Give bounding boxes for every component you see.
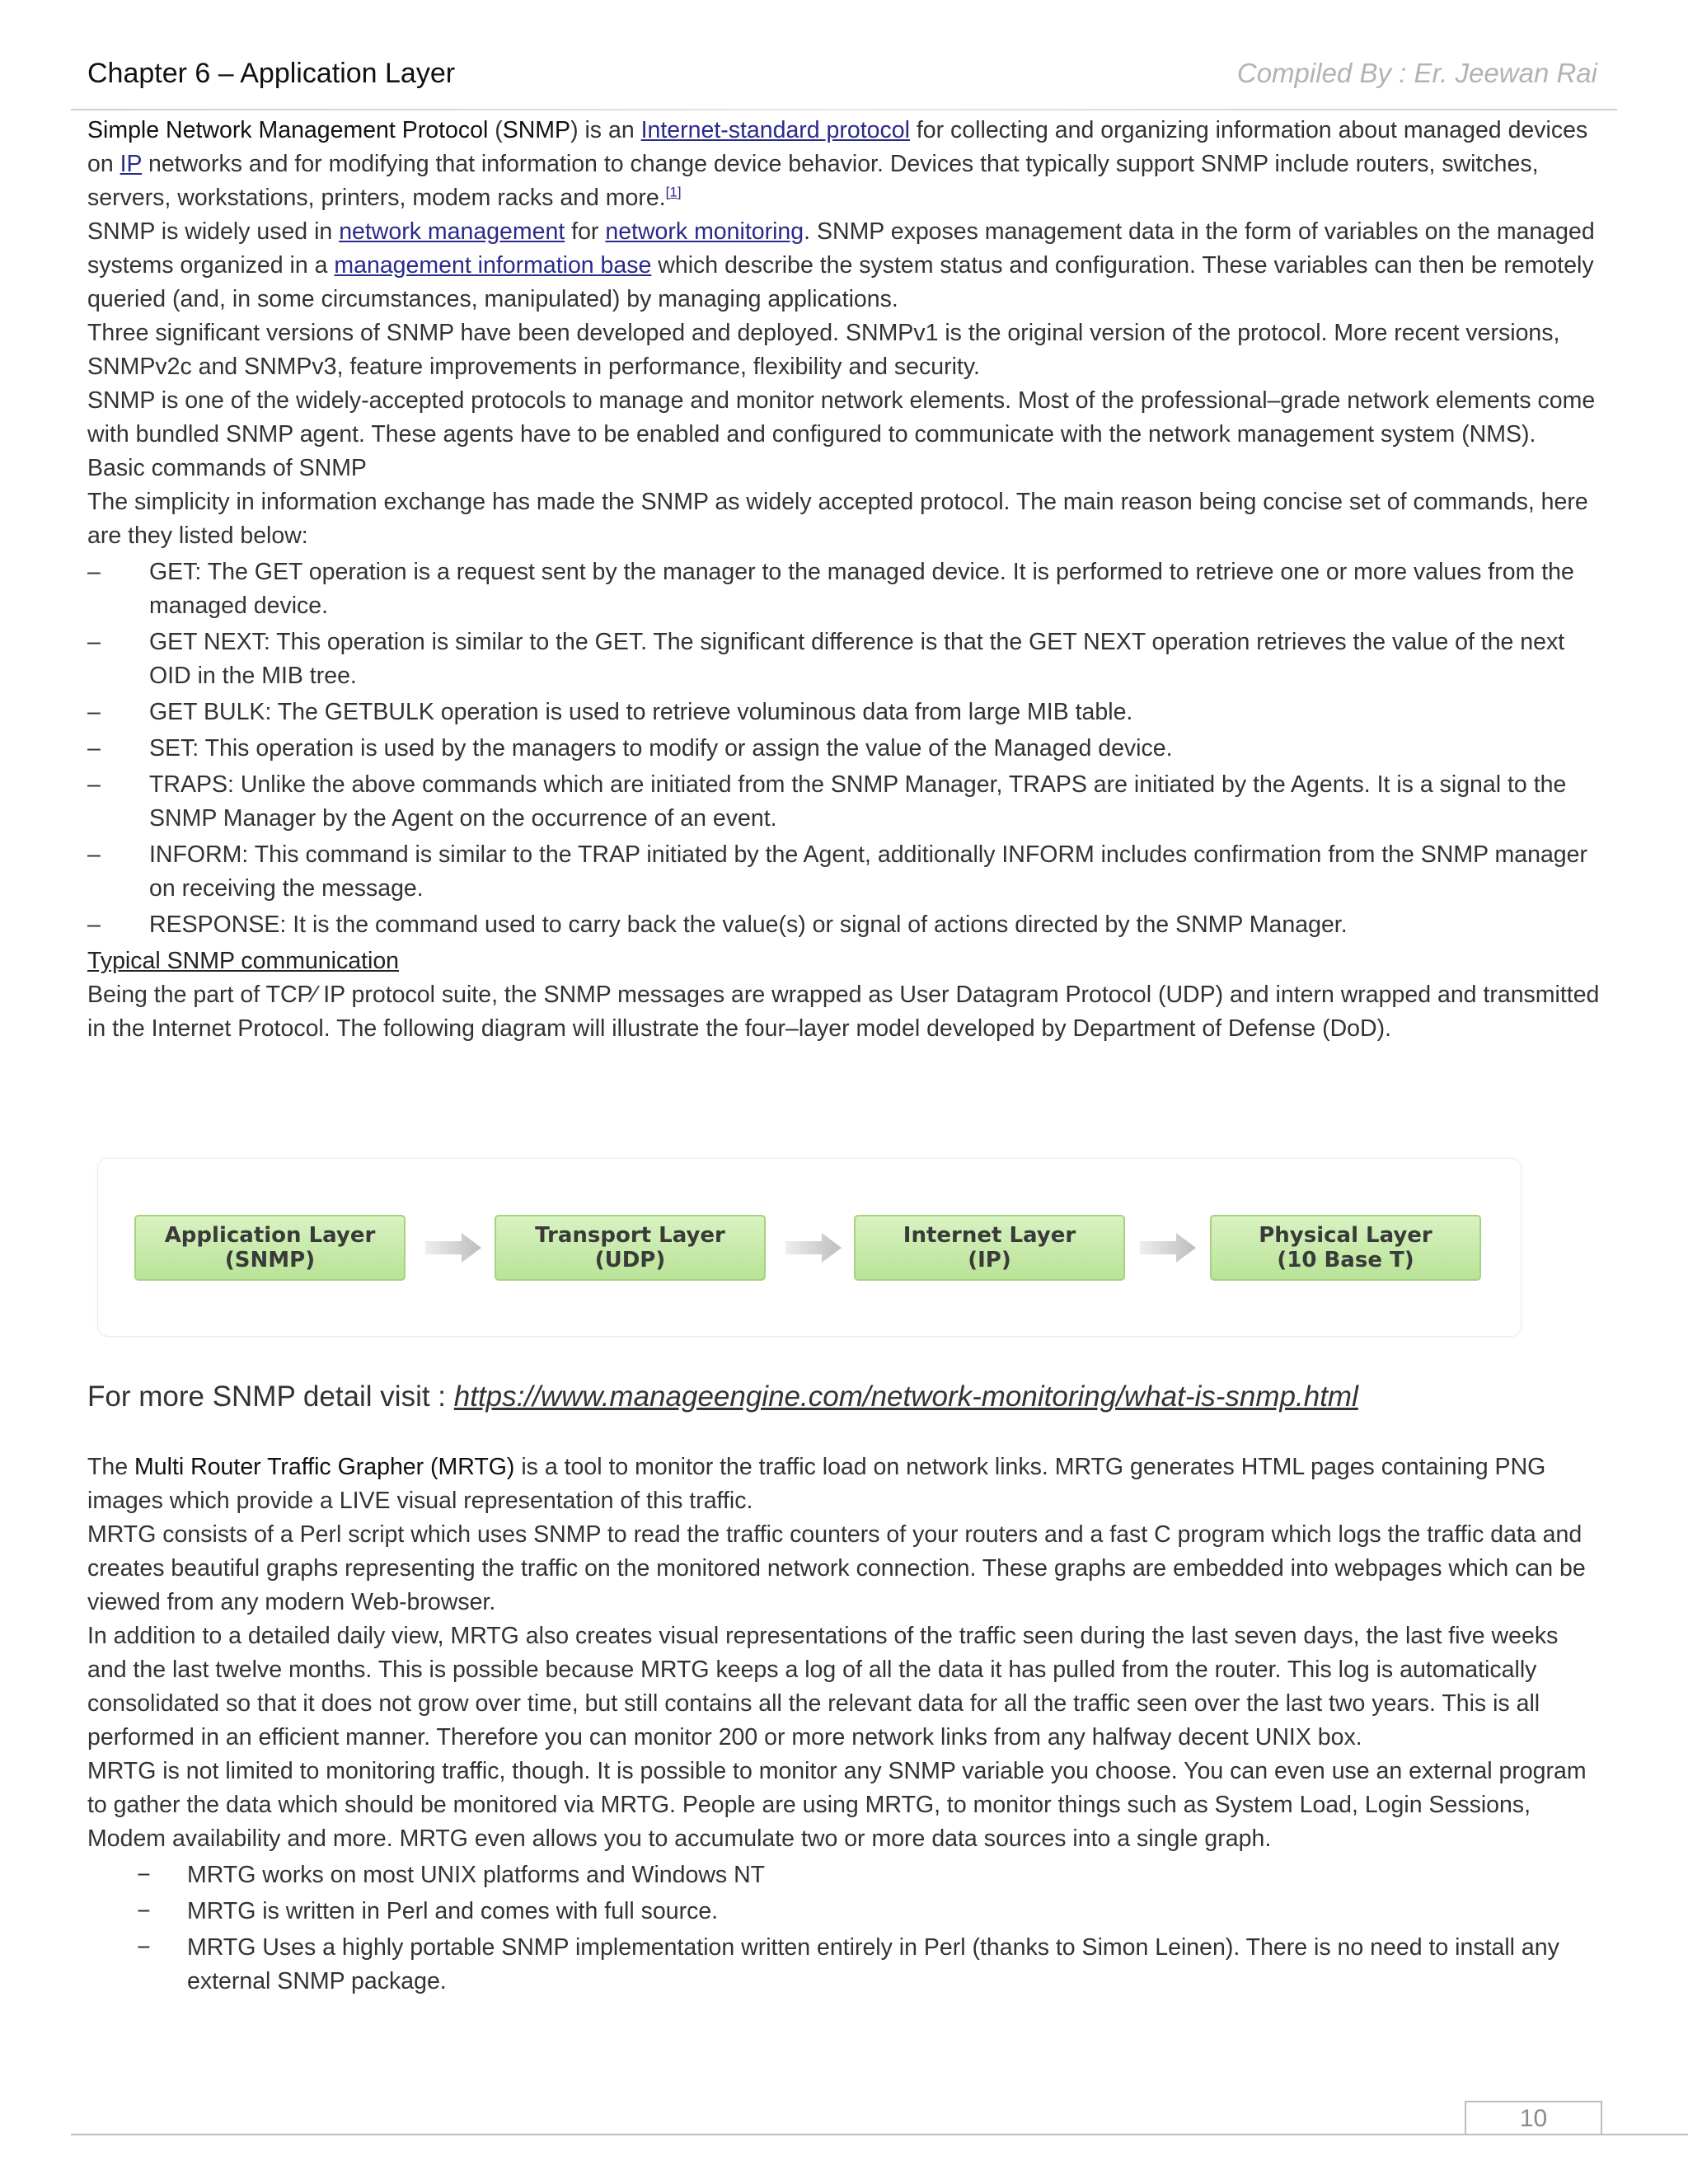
snmp-versions-paragraph: Three significant versions of SNMP have been developed and deployed. SNMPv1 is the original version of the protocol. More recent versions, SNMPv2c and SNMPv3, feature improvements in performance, flexibility and security. [87, 320, 1560, 380]
snmp-abbr: SNMP [502, 117, 571, 143]
page-number: 10 [1465, 2101, 1602, 2135]
mrtg-term: Multi Router Traffic Grapher (MRTG) [134, 1454, 515, 1480]
list-item: – SET: This operation is used by the managers to modify or assign the value of the Managed device. [87, 732, 1602, 766]
typical-communication-heading: Typical SNMP communication [87, 948, 400, 974]
physical-layer-box: Physical Layer (10 Base T) [1210, 1215, 1481, 1281]
more-info-label: For more SNMP detail visit : [87, 1380, 454, 1413]
list-item: − MRTG Uses a highly portable SNMP implementation written entirely in Perl (thanks to Simon Leinen). There is no need to install any external SNMP package. [87, 1931, 1602, 1999]
page-header [87, 58, 1597, 104]
snmp-term: Simple Network Management Protocol [87, 117, 489, 143]
snmp-section [87, 114, 1602, 1046]
ip-link[interactable]: IP [120, 151, 143, 177]
snmp-usage-paragraph: SNMP is widely used in network management for network monitoring. SNMP exposes management data in the form of variables on the managed systems organized in a management information base which describe the system status and configuration. These variables can then be remotely queried (and, in some circumstances, manipulated) by managing applications. [87, 218, 1595, 312]
network-monitoring-link[interactable]: network monitoring [605, 218, 804, 245]
author-credit: Compiled By : Er. Jeewan Rai [1236, 58, 1597, 88]
internet-layer-box: Internet Layer (IP) [854, 1215, 1125, 1281]
basic-commands-heading: Basic commands of SNMP [87, 455, 367, 481]
dash-bullet: – [87, 559, 101, 585]
footer-divider [71, 2134, 1688, 2135]
mrtg-views-paragraph: In addition to a detailed daily view, MRTG also creates visual representations of the traffic seen during the last seven days, the last five weeks and the last twelve months. This is possible because MRTG keeps a log of all the data it has pulled from the router. This log is automatically consolidated so that it does not grow over time, but still contains all the relevant data for all the traffic seen over the last two years. This is all performed in an efficient manner. Therefore you can monitor 200 or more network links from any halfway decent UNIX box. [87, 1623, 1559, 1750]
dash-bullet: − [137, 1862, 151, 1888]
application-layer-box: Application Layer (SNMP) [134, 1215, 406, 1281]
layer-model-diagram [97, 1158, 1522, 1337]
network-management-link[interactable]: network management [339, 218, 565, 245]
manageengine-link[interactable]: https://www.manageengine.com/network-monitoring/what-is-snmp.html [453, 1380, 1358, 1413]
list-item: – GET NEXT: This operation is similar to the GET. The significant difference is that the GET NEXT operation retrieves the value of the next OID in the MIB tree. [87, 626, 1602, 693]
mib-link[interactable]: management information base [334, 252, 652, 279]
chapter-title: Chapter 6 – Application Layer [87, 58, 456, 89]
right-arrow-icon [1140, 1231, 1198, 1264]
transport-layer-box: Transport Layer (UDP) [495, 1215, 766, 1281]
dash-bullet: – [87, 912, 101, 938]
dash-bullet: − [137, 1898, 151, 1924]
mrtg-intro-paragraph: The Multi Router Traffic Grapher (MRTG) is a tool to monitor the traffic load on network links. MRTG generates HTML pages containing PNG images which provide a LIVE visual representation of this traffic. [87, 1454, 1546, 1514]
dash-bullet: – [87, 699, 101, 725]
dash-bullet: – [87, 841, 101, 868]
dash-bullet: – [87, 771, 101, 798]
mrtg-features-list [87, 1858, 1602, 1999]
list-item: – RESPONSE: It is the command used to carry back the value(s) or signal of actions directed by the SNMP Manager. [87, 908, 1602, 942]
mrtg-section [87, 1451, 1602, 2001]
list-item: – INFORM: This command is similar to the TRAP initiated by the Agent, additionally INFORM includes confirmation from the SNMP manager on receiving the message. [87, 838, 1602, 906]
tcpip-paragraph: Being the part of TCP⁄ IP protocol suite, the SNMP messages are wrapped as User Datagram Protocol (UDP) and intern wrapped and transmitted in the Internet Protocol. The following diagram will illustrate the four–layer model developed by Department of Defense (DoD). [87, 982, 1600, 1042]
list-item: – TRAPS: Unlike the above commands which are initiated from the SNMP Manager, TRAPS are initiated by the Agents. It is a signal to the SNMP Manager by the Agent on the occurrence of an event. [87, 768, 1602, 836]
list-item: – GET BULK: The GETBULK operation is used to retrieve voluminous data from large MIB table. [87, 696, 1602, 729]
mrtg-variables-paragraph: MRTG is not limited to monitoring traffic, though. It is possible to monitor any SNMP variable you choose. You can even use an external program to gather the data which should be monitored via MRTG. People are using MRTG, to monitor things such as System Load, Login Sessions, Modem availability and more. MRTG even allows you to accumulate two or more data sources into a single graph. [87, 1758, 1587, 1852]
right-arrow-icon [785, 1231, 843, 1264]
internet-standard-protocol-link[interactable]: Internet-standard protocol [640, 117, 910, 143]
header-divider [71, 109, 1617, 110]
dash-bullet: − [137, 1934, 151, 1961]
dash-bullet: – [87, 629, 101, 655]
commands-intro-paragraph: The simplicity in information exchange has made the SNMP as widely accepted protocol. The main reason being concise set of commands, here are they listed below: [87, 489, 1588, 549]
reference-link[interactable]: [1] [665, 184, 682, 200]
snmp-commands-list [87, 555, 1602, 942]
more-info-line [87, 1380, 1358, 1413]
snmp-intro-paragraph: Simple Network Management Protocol (SNMP) is an Internet-standard protocol for collecting and organizing information about managed devices on IP networks and for modifying that information to change device behavior. Devices that typically support SNMP include routers, switches, servers, workstations, printers, modem racks and more.[1] [87, 117, 1588, 211]
snmp-agents-paragraph: SNMP is one of the widely-accepted protocols to manage and monitor network elements. Most of the professional–grade network elements come with bundled SNMP agent. These agents have to be enabled and configured to communicate with the network management system (NMS). [87, 387, 1596, 448]
dash-bullet: – [87, 735, 101, 762]
list-item: − MRTG is written in Perl and comes with full source. [87, 1895, 1602, 1929]
mrtg-perl-paragraph: MRTG consists of a Perl script which uses SNMP to read the traffic counters of your routers and a fast C program which logs the traffic data and creates beautiful graphs representing the traffic on the monitored network connection. These graphs are embedded into webpages which can be viewed from any modern Web-browser. [87, 1521, 1586, 1615]
right-arrow-icon [425, 1231, 483, 1264]
list-item: – GET: The GET operation is a request sent by the manager to the managed device. It is performed to retrieve one or more values from the managed device. [87, 555, 1602, 623]
list-item: − MRTG works on most UNIX platforms and Windows NT [87, 1858, 1602, 1892]
